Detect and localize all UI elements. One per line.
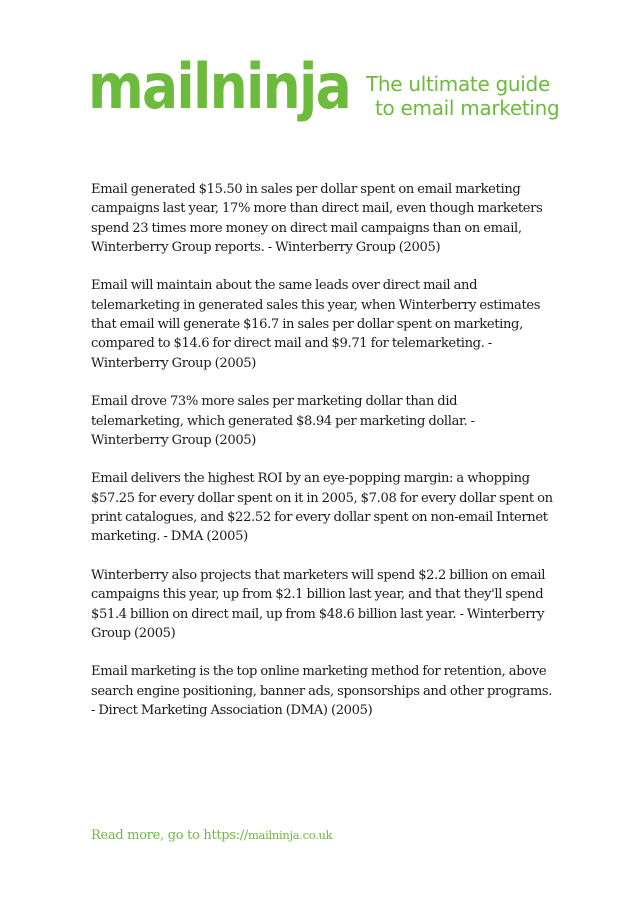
paragraph-4: Email delivers the highest ROI by an eye-popping margin: a whopping $57.25 for every dollar spent on it in 2005, $7.08 for every dollar spent on print catalogues, and $22.52 for every dollar spent on non-email Internet marketing. - DMA (2005) bbox=[91, 471, 553, 545]
paragraph-5: Winterberry also projects that marketers will spend $2.2 billion on email campaigns this year, up from $2.1 billion last year, and that they'll spend $51.4 billion on direct mail, up from $48.6 billion last year. - Winterberry Group (2005) bbox=[91, 567, 546, 641]
footer bbox=[91, 826, 332, 845]
logo-text: mailninja bbox=[88, 50, 350, 123]
paragraph-2: Email will maintain about the same leads over direct mail and telemarketing in generated sales this year, when Winterberry estimates that email will generate $16.7 in sales per dollar spent on marketing, compared to $14.6 for direct mail and $9.71 for telemarketing. - Winterberry Group (2005) bbox=[91, 278, 541, 371]
mailninja-logo bbox=[88, 50, 358, 136]
paragraph-1: Email generated $15.50 in sales per dollar spent on email marketing campaigns last year, 17% more than direct mail, even though marketers spend 23 times more money on direct mail campaigns than on email, Winterberry Group reports. - Winterberry Group (2005) bbox=[91, 182, 543, 255]
paragraph-3: Email drove 73% more sales per marketing dollar than did telemarketing, which generated $8.94 per marketing dollar. - Winterberry Group (2005) bbox=[91, 394, 475, 448]
body-content bbox=[91, 180, 553, 740]
tagline-line-2: to email marketing bbox=[375, 96, 560, 120]
header bbox=[88, 50, 560, 136]
paragraph-6: Email marketing is the top online marketing method for retention, above search engine positioning, banner ads, sponsorships and other programs. - Direct Marketing Association (DMA) (2005) bbox=[91, 664, 553, 719]
footer-link[interactable]: mailninja.co.uk bbox=[247, 828, 333, 842]
footer-text: Read more, go to https:// bbox=[91, 828, 248, 843]
tagline-line-1: The ultimate guide bbox=[366, 72, 550, 96]
tagline bbox=[366, 72, 559, 120]
